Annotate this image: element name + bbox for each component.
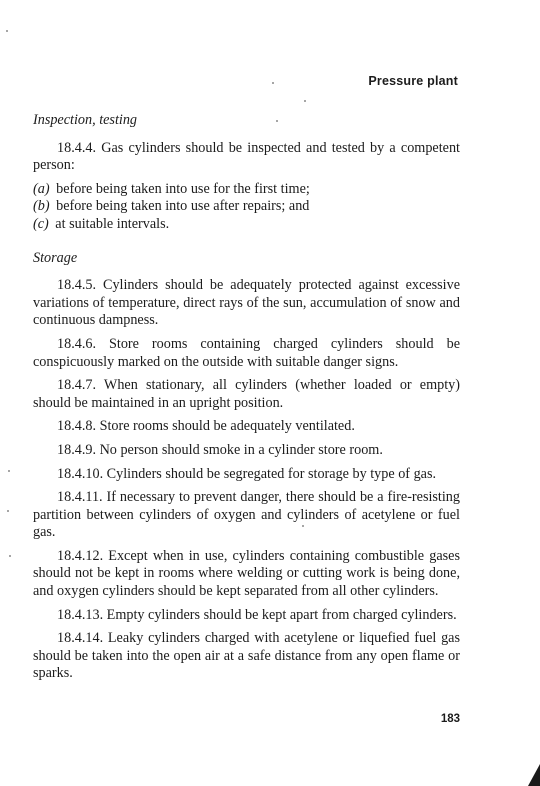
list-item-text: before being taken into use after repairs; and bbox=[56, 198, 310, 215]
list-item-b bbox=[33, 198, 460, 216]
paragraph-18-4-10: 18.4.10. Cylinders should be segregated for storage by type of gas. bbox=[57, 465, 437, 482]
scan-speck bbox=[7, 510, 9, 512]
list-item-text: at suitable intervals. bbox=[55, 215, 170, 232]
paragraph-18-4-6: 18.4.6. Store rooms containing charged cylinders should be conspicuously marked on the outside with suitable danger signs. bbox=[33, 335, 460, 370]
scan-speck bbox=[304, 100, 306, 102]
scan-speck bbox=[8, 470, 10, 472]
running-head: Pressure plant bbox=[368, 74, 458, 88]
paragraph-18-4-8: 18.4.8. Store rooms should be adequately ventilated. bbox=[57, 418, 355, 435]
paragraph-18-4-5: 18.4.5. Cylinders should be adequately protected against excessive variations of temperature, direct rays of the sun, accumulation of snow and continuous dampness. bbox=[33, 277, 460, 329]
scan-speck bbox=[302, 525, 304, 527]
list-item-a bbox=[33, 181, 460, 199]
paragraph-18-4-4: 18.4.4. Gas cylinders should be inspected and tested by a competent person: bbox=[33, 139, 460, 174]
list-item-c bbox=[33, 216, 460, 234]
paragraph-18-4-13: 18.4.13. Empty cylinders should be kept apart from charged cylinders. bbox=[57, 606, 457, 623]
paragraph-18-4-7: 18.4.7. When stationary, all cylinders (whether loaded or empty) should be maintained in an upright position. bbox=[33, 377, 460, 411]
inspection-list bbox=[33, 181, 460, 234]
paragraph-18-4-9: 18.4.9. No person should smoke in a cylinder store room. bbox=[57, 441, 383, 458]
list-marker: (c) bbox=[33, 215, 49, 232]
scan-speck bbox=[272, 82, 274, 84]
paragraph-18-4-11: 18.4.11. If necessary to prevent danger, there should be a fire-resisting partition between cylinders of oxygen and cylinders of acetylene or fuel gas. bbox=[33, 489, 460, 541]
list-marker: (b) bbox=[33, 198, 50, 215]
scan-speck bbox=[6, 30, 8, 32]
page-corner-mark bbox=[528, 764, 540, 786]
scan-speck bbox=[276, 120, 278, 122]
paragraph-18-4-14: 18.4.14. Leaky cylinders charged with acetylene or liquefied fuel gas should be taken into the open air at a safe distance from any open flame or sparks. bbox=[33, 630, 460, 682]
paragraph-18-4-12: 18.4.12. Except when in use, cylinders containing combustible gases should not be kept in rooms where welding or cutting work is being done, and oxygen cylinders should be kept separated from all other cylinders. bbox=[33, 547, 460, 600]
page-body bbox=[33, 112, 460, 689]
section-heading-inspection: Inspection, testing bbox=[33, 112, 138, 128]
list-item-text: before being taken into use for the first time; bbox=[56, 180, 310, 197]
list-marker: (a) bbox=[33, 180, 50, 197]
scan-speck bbox=[9, 555, 11, 557]
page-number: 183 bbox=[440, 713, 460, 725]
section-heading-storage: Storage bbox=[33, 249, 78, 266]
